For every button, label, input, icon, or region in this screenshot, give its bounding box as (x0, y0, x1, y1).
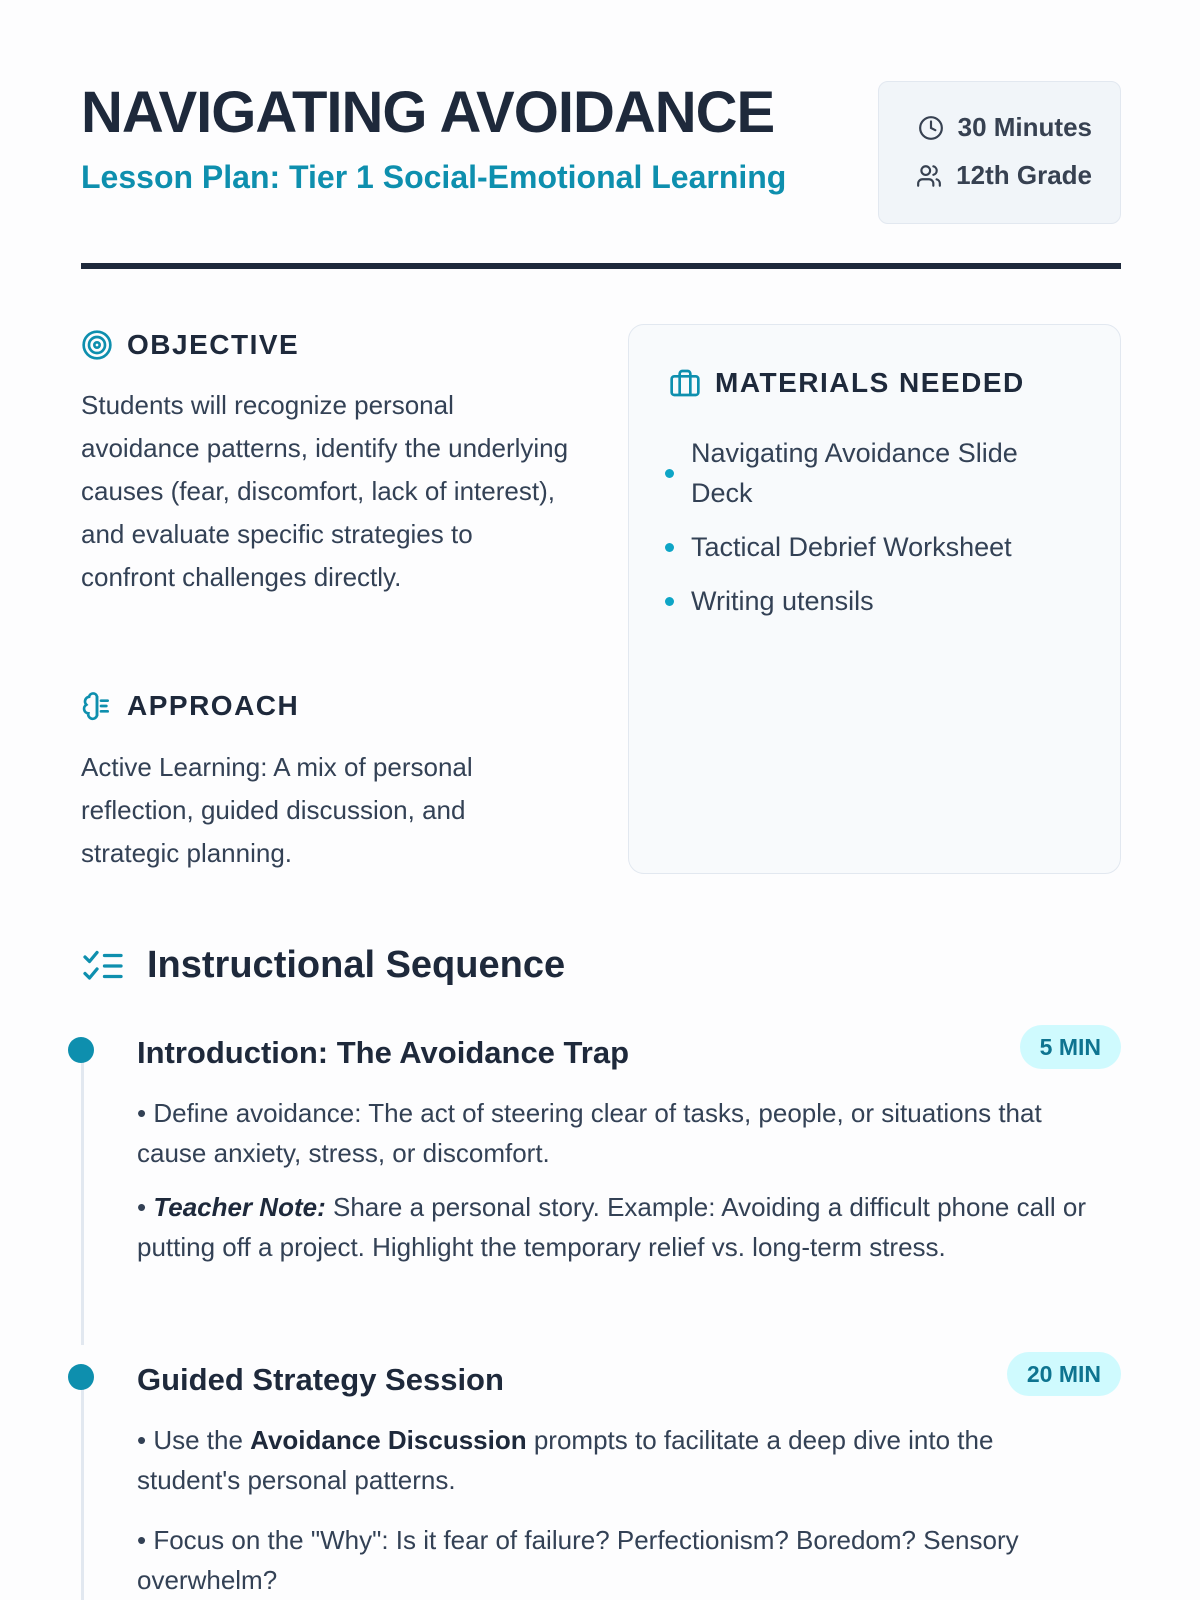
bullet-text: Use the (153, 1425, 251, 1455)
step-bullet (137, 1520, 1097, 1600)
approach-heading (81, 690, 299, 722)
materials-heading (669, 367, 1025, 399)
bullet-dot (665, 597, 674, 606)
users-icon (916, 163, 942, 189)
bullet-bold-text: Avoidance Discussion (250, 1425, 527, 1455)
bullet-text: prompts to facilitate a deep dive into the student's personal patterns. (137, 1425, 994, 1495)
brain-icon (81, 690, 113, 722)
material-label: Tactical Debrief Worksheet (691, 532, 1012, 562)
materials-list (665, 433, 1085, 635)
duration-text: 30 Minutes (957, 112, 1092, 142)
bullet-glyph: • (137, 1525, 154, 1555)
grade-meta (916, 160, 1092, 191)
target-icon (81, 329, 113, 361)
bullet-dot (665, 543, 674, 552)
approach-text: Active Learning: A mix of personal reflection, guided discussion, and strategic planning. (81, 752, 473, 868)
materials-panel (628, 324, 1121, 874)
sequence-heading-label: Instructional Sequence (147, 944, 566, 986)
bullet-glyph: • (137, 1192, 154, 1222)
list-item (665, 581, 1085, 621)
page-subtitle: Lesson Plan: Tier 1 Social-Emotional Learning (81, 159, 787, 195)
lesson-header (81, 0, 1121, 272)
timeline-line (81, 1377, 84, 1600)
materials-heading-label: MATERIALS NEEDED (715, 367, 1025, 398)
step-bullet (137, 1420, 1097, 1500)
step-bullet (137, 1093, 1097, 1173)
duration-meta (918, 112, 1092, 143)
step-bullet (137, 1187, 1097, 1267)
timeline-node (68, 1037, 94, 1063)
objective-heading-label: OBJECTIVE (127, 329, 300, 360)
material-label: Writing utensils (691, 586, 874, 616)
grade-text: 12th Grade (956, 160, 1092, 190)
duration-badge: 5 MIN (1020, 1025, 1121, 1069)
bullet-glyph: • (137, 1098, 154, 1128)
step-title: Introduction: The Avoidance Trap (137, 1035, 630, 1070)
bullet-text: Define avoidance: The act of steering clear of tasks, people, or situations that cause anxiety, stress, or discomfort. (137, 1098, 1042, 1168)
bullet-glyph: • (137, 1425, 154, 1455)
header-divider (81, 263, 1121, 269)
timeline-line (81, 1050, 84, 1345)
bullet-dot (665, 469, 674, 478)
checklist-icon (81, 948, 125, 984)
objective-text: Students will recognize personal avoidance patterns, identify the underlying causes (fear, discomfort, lack of interest), and evaluate specific strategies to confront challenges directly. (81, 390, 569, 592)
material-label: Navigating Avoidance Slide Deck (691, 438, 1018, 508)
lesson-meta-box (878, 81, 1121, 224)
objective-heading (81, 329, 299, 361)
approach-heading-label: APPROACH (127, 690, 300, 721)
lesson-plan-page (81, 0, 1121, 1595)
briefcase-icon (669, 367, 701, 399)
sequence-heading (81, 944, 565, 987)
list-item (665, 433, 1085, 513)
teacher-note-text: Share a personal story. Example: Avoiding a difficult phone call or putting off a project. Highlight the temporary relief vs. long-term stress. (137, 1192, 1086, 1262)
step-title: Guided Strategy Session (137, 1362, 504, 1397)
teacher-note-label: Teacher Note: (153, 1192, 326, 1222)
list-item (665, 527, 1085, 567)
timeline-node (68, 1364, 94, 1390)
duration-badge: 20 MIN (1007, 1352, 1121, 1396)
bullet-text: Focus on the "Why": Is it fear of failure? Perfectionism? Boredom? Sensory overwhelm? (137, 1525, 1019, 1595)
page-title: NAVIGATING AVOIDANCE (81, 80, 775, 145)
clock-icon (918, 115, 944, 141)
